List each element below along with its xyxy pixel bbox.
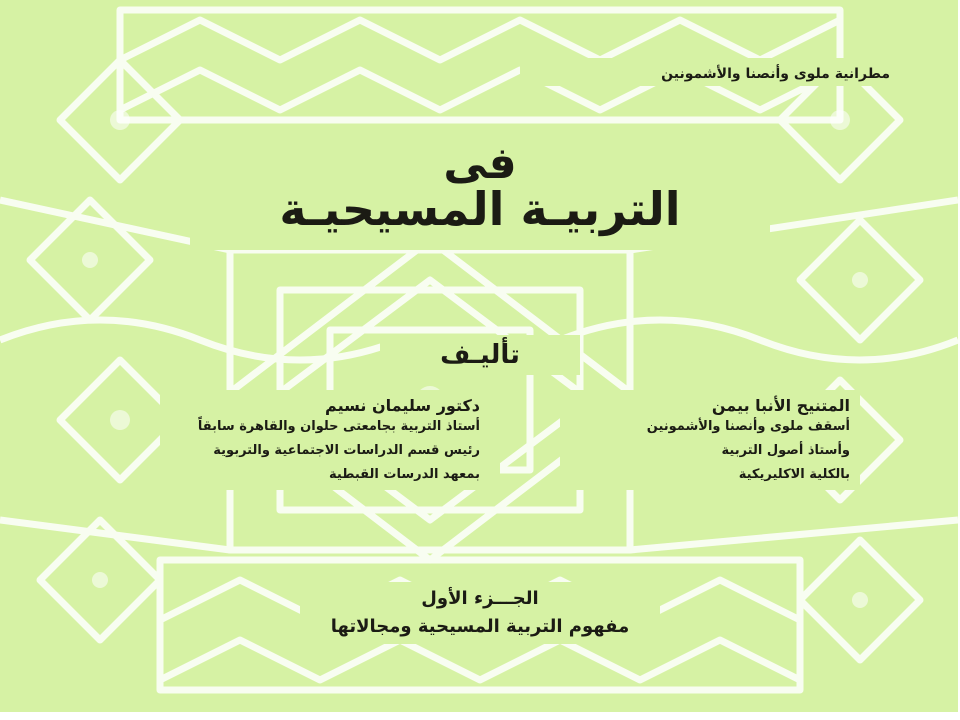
authorship-label: تأليـف (440, 340, 520, 370)
author-credential: أسقف ملوى وأنصنا والأشمونين (646, 419, 850, 434)
volume-label: الجـــزء الأول (421, 588, 539, 609)
author-name: دكتور سليمان نسيم (325, 396, 480, 415)
author-credential: بالكلية الاكليريكية (738, 467, 850, 482)
title-prefix: فى (443, 138, 517, 189)
author-credential: أستاذ التربية بجامعتى حلوان والقاهرة سابقاً (197, 419, 480, 434)
author-credential: وأستاذ أصول التربية (721, 443, 850, 458)
book-title: التربيـة المسيحيـة (279, 182, 681, 236)
author-credential: رئيس قسم الدراسات الاجتماعية والتربوية (213, 443, 480, 458)
author-block-right (647, 396, 850, 487)
author-block-left (198, 396, 480, 487)
publisher-line: مطرانية ملوى وأنصنا والأشمونين (661, 66, 890, 82)
author-credential: بمعهد الدرسات القبطية (329, 467, 480, 482)
author-name: المتنيح الأنبا بيمن (711, 396, 850, 415)
volume-subtitle: مفهوم التربية المسيحية ومجالاتها (330, 616, 630, 637)
